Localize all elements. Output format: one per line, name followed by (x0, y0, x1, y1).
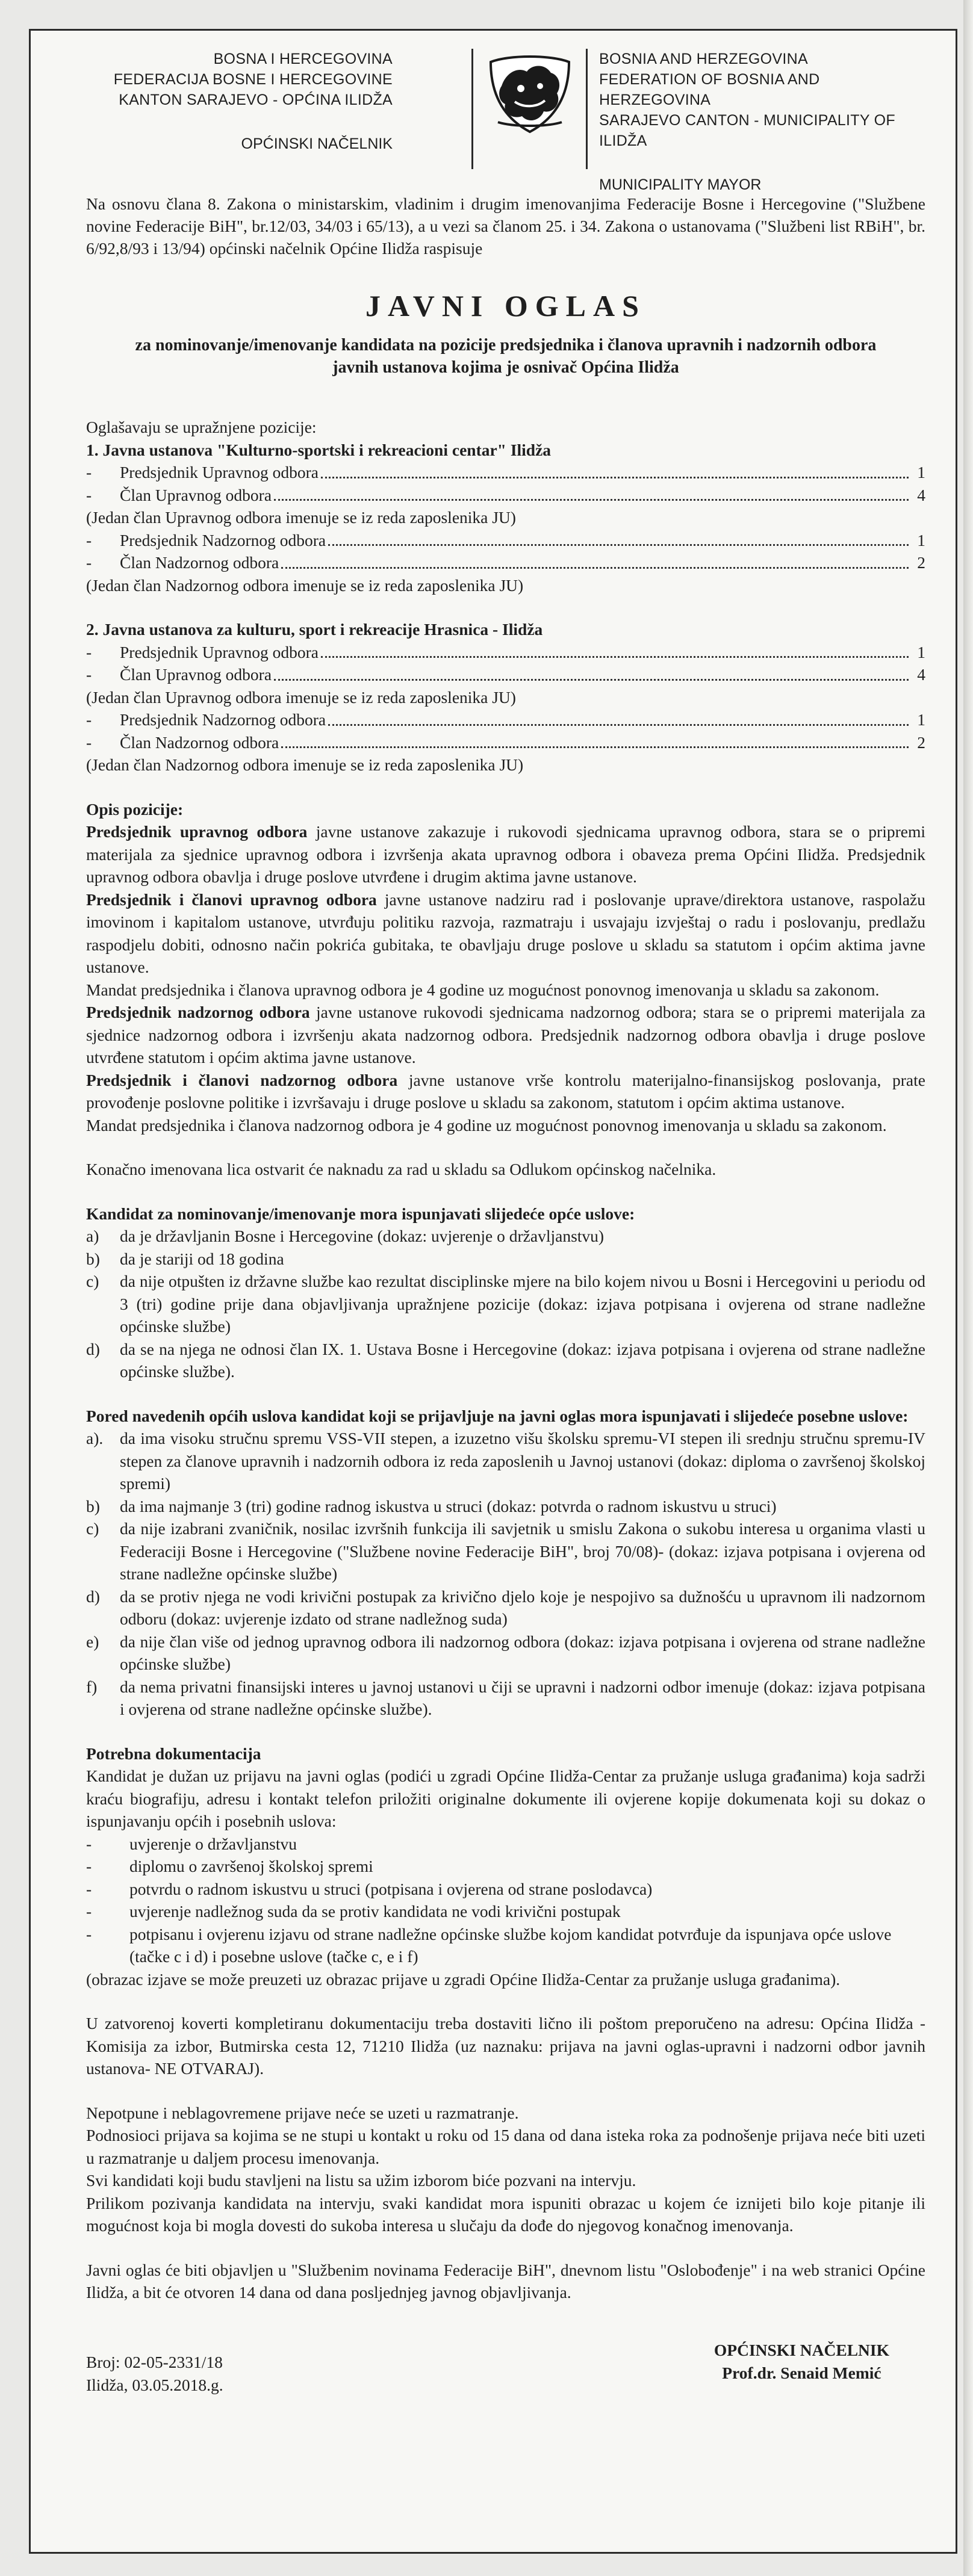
position-label: Predsjednik Nadzornog odbora (120, 710, 326, 729)
description-paragraph (86, 888, 925, 979)
position-label: Predsjednik Upravnog odbora (120, 642, 319, 661)
condition-item: e) da nije član više od jednog upravnog odbora ili nadzornog odbora (dokaz: izjava potpisana i ovjerena od strane nadležne općinske službe) (86, 1632, 925, 1673)
closing-line: Svi kandidati koji budu stavljeni na listu sa užim izborom biće pozvani na intervju. (86, 2171, 636, 2190)
description-text: javne ustanove rukovodi sjednicama nadzornog odbora; stara se o pripremi materijala za sjednice nadzornog odbora i izvršenju akata nadzornog odbora. Predsjednik nadzornog odbora obavlja i druge poslove utvrđene statutom i općim aktima javne ustanove. (86, 1003, 926, 1067)
section-heading: Kandidat za nominovanje/imenovanje mora ispunjavati slijedeće opće uslove: (86, 1204, 635, 1223)
letterhead-line: FEDERATION OF BOSNIA AND HERZEGOVINA (599, 71, 820, 108)
legal-basis: Na osnovu člana 8. Zakona o ministarskim, vladinim i drugim imenovanjima Federacije Bosne i Hercegovine ("Službene novine Federacije BiH", br.12/03, 34/03 i 65/13), a u vezi sa članom 25. i 34. Zakona o ustanovama ("Službeni list RBiH", br. 6/92,8/93 i 13/94) općinski načelnik Općine Ilidža raspisuje (86, 194, 925, 258)
closing-line: Prilikom pozivanja kandidata na intervju, svaki kandidat mora ispuniti obrazac u kojem će iznijeti bilo koje pitanje ili mogućnost koja bi mogla dovesti do sukoba interesa u slučaju da dođe do njegovog konačnog imenovanja. (86, 2193, 925, 2235)
closing-notes (86, 2102, 925, 2237)
notice-subtitle: za nominovanje/imenovanje kandidata na pozicije predsjednika i članova upravnih i nadzornih odbora javnih ustanova kojima je osnivač Općina Ilidža (135, 336, 877, 377)
compensation-note: Konačno imenovana lica ostvarit će naknadu za rad u skladu sa Odlukom općinskog načelnika. (86, 1160, 717, 1178)
public-notice (29, 29, 957, 2554)
position-row: - Član Nadzornog odbora 2 (86, 731, 925, 754)
description-term: Predsjednik upravnog odbora (86, 822, 308, 841)
position-row: - Član Nadzornog odbora 2 (86, 551, 925, 574)
position-count: 2 (917, 553, 925, 572)
description-paragraph (86, 1001, 925, 1069)
description-term: Predsjednik nadzornog odbora (86, 1003, 310, 1021)
condition-item: a) da je državljanin Bosne i Hercegovine (dokaz: uvjerenje o državljanstvu) (86, 1227, 605, 1245)
notice-title: JAVNI OGLAS (365, 289, 646, 323)
condition-item: c) da nije izabrani zvaničnik, nosilac izvršnih funkcija ili savjetnik u smislu Zakona o sukobu interesa u organima vlasti u Federaciji Bosne i Hercegovine ("Službene novine Federacije BiH", broj 70/08)- (dokaz: izjava potpisana i ovjerena od strane nadležne općinske službe) (86, 1519, 925, 1583)
page-edge (963, 0, 973, 2576)
letterhead-line: BOSNIA AND HERZEGOVINA (599, 51, 808, 67)
letterhead-office: OPĆINSKI NAČELNIK (241, 135, 393, 152)
position-label: Član Upravnog odbora (120, 665, 272, 684)
letterhead-office: MUNICIPALITY MAYOR (599, 176, 762, 193)
condition-item: b) da je stariji od 18 godina (86, 1249, 284, 1268)
position-label: Predsjednik Upravnog odbora (120, 463, 319, 481)
description-text: javne ustanove vrše kontrolu materijalno-finansijskog poslovanja, prate provođenje poslovne politike i izvršavaju i druge poslove u skladu sa zakonom, statutom i općim aktima ustanove. (86, 1070, 925, 1112)
description-paragraph: Mandat predsjednika i članova upravnog odbora je 4 godine uz mogućnost ponovnog imenovanja u skladu sa zakonom. (86, 980, 880, 999)
description-text: javne ustanove nadziru rad i poslovanje uprave/direktora ustanove, raspolažu imovinom i kapitalom ustanove, utvrđuju politiku razvoja, razmatraju i usvajaju izvještaj o radu i poslovanju, predlažu raspodjelu dobiti, odnosno način pokrića gubitaka, te obavljaju druge poslove u skladu sa statutom i općim aktima javne ustanove. (86, 890, 925, 976)
letterhead-english (599, 49, 925, 194)
description-term: Predsjednik i članovi nadzornog odbora (86, 1070, 398, 1089)
letterhead-local (114, 49, 393, 153)
letterhead (86, 49, 925, 193)
letterhead-divider (471, 49, 473, 169)
position-count: 1 (917, 530, 925, 550)
letterhead-line: KANTON SARAJEVO - OPĆINA ILIDŽA (119, 91, 393, 108)
closing-line: Nepotpune i neblagovremene prijave neće se uzeti u razmatranje. (86, 2103, 519, 2122)
institution (86, 439, 925, 597)
documents-note: (obrazac izjave se može preuzeti uz obrazac prijave u zgradi Općine Ilidža-Centar za pružanje usluga građanima). (86, 1969, 841, 1989)
reference (86, 2351, 223, 2397)
position-description (86, 798, 925, 1137)
position-row: - Predsjednik Upravnog odbora 1 (86, 461, 925, 484)
general-conditions (86, 1203, 925, 1383)
special-conditions (86, 1405, 925, 1721)
position-row: - Član Upravnog odbora 4 (86, 663, 925, 686)
condition-item: b) da ima najmanje 3 (tri) godine radnog iskustva u struci (dokaz: potvrda o radnom iskustvu u struci) (86, 1496, 777, 1516)
description-paragraph (86, 1069, 925, 1114)
section-heading: Pored navedenih općih uslova kandidat koji se prijavljuje na javni oglas mora ispunjavati i slijedeće posebne uslove: (86, 1406, 909, 1425)
position-count: 1 (917, 463, 925, 481)
closing-line: Podnosioci prijava sa kojima se ne stupi u kontakt u roku od 15 dana od dana isteka roka za podnošenje prijava neće biti uzeti u razmatranje u daljem procesu imenovanja. (86, 2126, 925, 2167)
institution-name: 1. Javna ustanova "Kulturno-sportski i rekreacioni centar" Ilidža (86, 440, 552, 459)
condition-item: c) da nije otpušten iz državne službe kao rezultat disciplinske mjere na bilo kojem nivou u Bosni i Hercegovini u periodu od 3 (tri) godine prije dana objavljivanja upražnjene pozicije (dokaz: izjava potpisana i ovjerena od strane nadležne općinske službe) (86, 1272, 925, 1336)
documents-intro: Kandidat je dužan uz prijavu na javni oglas (podići u zgradi Općine Ilidža-Centar za pružanje usluga građanima) koja sadrži kraću biografiju, adresu i kontakt telefon priložiti originalne dokumente ili ovjerene kopije dokumenata koji su dokaz o ispunjavanju općih i posebnih uslova: (86, 1766, 925, 1830)
document-item: - potpisanu i ovjerenu izjavu od strane nadležne općinske službe kojom kandidat potvrđuje da ispunjava opće uslove (tačke c i d) i posebne uslove (tačke c, e i f) (86, 1924, 892, 1966)
institution-name: 2. Javna ustanova za kulturu, sport i rekreacije Hrasnica - Ilidža (86, 620, 543, 639)
letterhead-line: SARAJEVO CANTON - MUNICIPALITY OF ILIDŽA (599, 112, 895, 149)
section-heading: Opis pozicije: (86, 799, 184, 819)
condition-item: a). da ima visoku stručnu spremu VSS-VII stepen, a izuzetno višu školsku spremu-VI stepen ili srednju stručnu spremu-IV stepen za članove upravnih i nadzornih odbora iz reda zaposlenih u Javnoj ustanovi (dokaz: diploma o završenoj školskoj spremi) (86, 1429, 925, 1493)
letterhead-line: BOSNA I HERCEGOVINA (213, 51, 393, 67)
section-heading: Potrebna dokumentacija (86, 1744, 261, 1763)
description-text: javne ustanove zakazuje i rukovodi sjednicama upravnog odbora, stara se o pripremi materijala za sjednice upravnog odbora i izvršenja akata upravnog odbora i obaveza prema Općini Ilidža. Predsjednik upravnog odbora obavlja i druge poslove utvrđene i drugim aktima javne ustanove. (86, 822, 925, 886)
position-note: (Jedan član Nadzornog odbora imenuje se iz reda zaposlenika JU) (86, 575, 524, 595)
ilidza-coat-of-arms-icon (485, 51, 575, 135)
position-note: (Jedan član Upravnog odbora imenuje se iz reda zaposlenika JU) (86, 687, 516, 707)
position-row: - Predsjednik Upravnog odbora 1 (86, 641, 925, 664)
position-count: 1 (917, 710, 925, 729)
position-note: (Jedan član Upravnog odbora imenuje se iz reda zaposlenika JU) (86, 508, 516, 527)
position-count: 1 (917, 642, 925, 661)
signatory-name: Prof.dr. Senaid Memić (722, 2363, 881, 2382)
position-row: - Član Upravnog odbora 4 (86, 484, 925, 507)
required-documents (86, 1742, 925, 1991)
description-paragraph: Mandat predsjednika i članova nadzornog odbora je 4 godine uz mogućnost ponovnog imenovanja u skladu sa zakonom. (86, 1115, 887, 1135)
signatory-title: OPĆINSKI NAČELNIK (713, 2340, 889, 2359)
place-date: Ilidža, 03.05.2018.g. (86, 2375, 223, 2394)
position-note: (Jedan član Nadzornog odbora imenuje se iz reda zaposlenika JU) (86, 755, 524, 774)
position-label: Predsjednik Nadzornog odbora (120, 530, 326, 550)
position-label: Član Upravnog odbora (120, 485, 272, 504)
document-item: - diplomu o završenoj školskoj spremi (86, 1857, 373, 1875)
positions-intro: Oglašavaju se upražnjene pozicije: (86, 418, 317, 436)
letterhead-line: FEDERACIJA BOSNE I HERCEGOVINE (113, 71, 393, 88)
position-count: 4 (917, 485, 925, 504)
condition-item: d) da se na njega ne odnosi član IX. 1. Ustava Bosne i Hercegovine (dokaz: izjava potpisana i ovjerena od strane nadležne općinske službe). (86, 1339, 925, 1381)
position-row: - Predsjednik Nadzornog odbora 1 (86, 529, 925, 552)
signature-block (86, 2339, 925, 2423)
condition-item: d) da se protiv njega ne vodi krivični postupak za krivično djelo koje je nespojivo sa dužnošću u upravnom ili nadzornom odboru (dokaz: uvjerenje izdato od strane nadležnog suda) (86, 1587, 925, 1628)
position-row: - Predsjednik Nadzornog odbora 1 (86, 708, 925, 731)
publication-note: Javni oglas će biti objavljen u "Službenim novinama Federacije BiH", dnevnom listu "Oslobođenje" i na web stranici Općine Ilidža, a bit će otvoren 14 dana od dana posljednjeg javnog objavljivanja. (86, 2260, 925, 2302)
letterhead-divider (586, 49, 588, 169)
position-count: 2 (917, 732, 925, 752)
document-item: - uvjerenje o državljanstvu (86, 1834, 297, 1853)
document-item: - uvjerenje nadležnog suda da se protiv kandidata ne vodi krivični postupak (86, 1902, 621, 1921)
description-term: Predsjednik i članovi upravnog odbora (86, 890, 377, 909)
institution (86, 618, 925, 776)
position-label: Član Nadzornog odbora (120, 732, 279, 752)
condition-item: f) da nema privatni finansijski interes u javnoj ustanovi u čiji se upravni i nadzorni odbor imenuje (dokaz: izjava potpisana i ovjerena od strane nadležne općinske službe). (86, 1677, 925, 1718)
position-count: 4 (917, 665, 925, 684)
signatory (714, 2339, 889, 2385)
position-label: Član Nadzornog odbora (120, 553, 279, 572)
document-item: - potvrdu o radnom iskustvu u struci (potpisana i ovjerena od strane poslodavca) (86, 1879, 653, 1898)
submission-instructions: U zatvorenoj koverti kompletiranu dokumentaciju treba dostaviti lično ili poštom preporučeno na adresu: Općina Ilidža - Komisija za izbor, Butmirska cesta 12, 71210 Ilidža (uz naznaku: prijava na javni oglas-upravni i nadzorni odbor javnih ustanova- NE OTVARAJ). (86, 2014, 925, 2078)
description-paragraph (86, 820, 925, 888)
reference-number: Broj: 02-05-2331/18 (86, 2352, 223, 2371)
